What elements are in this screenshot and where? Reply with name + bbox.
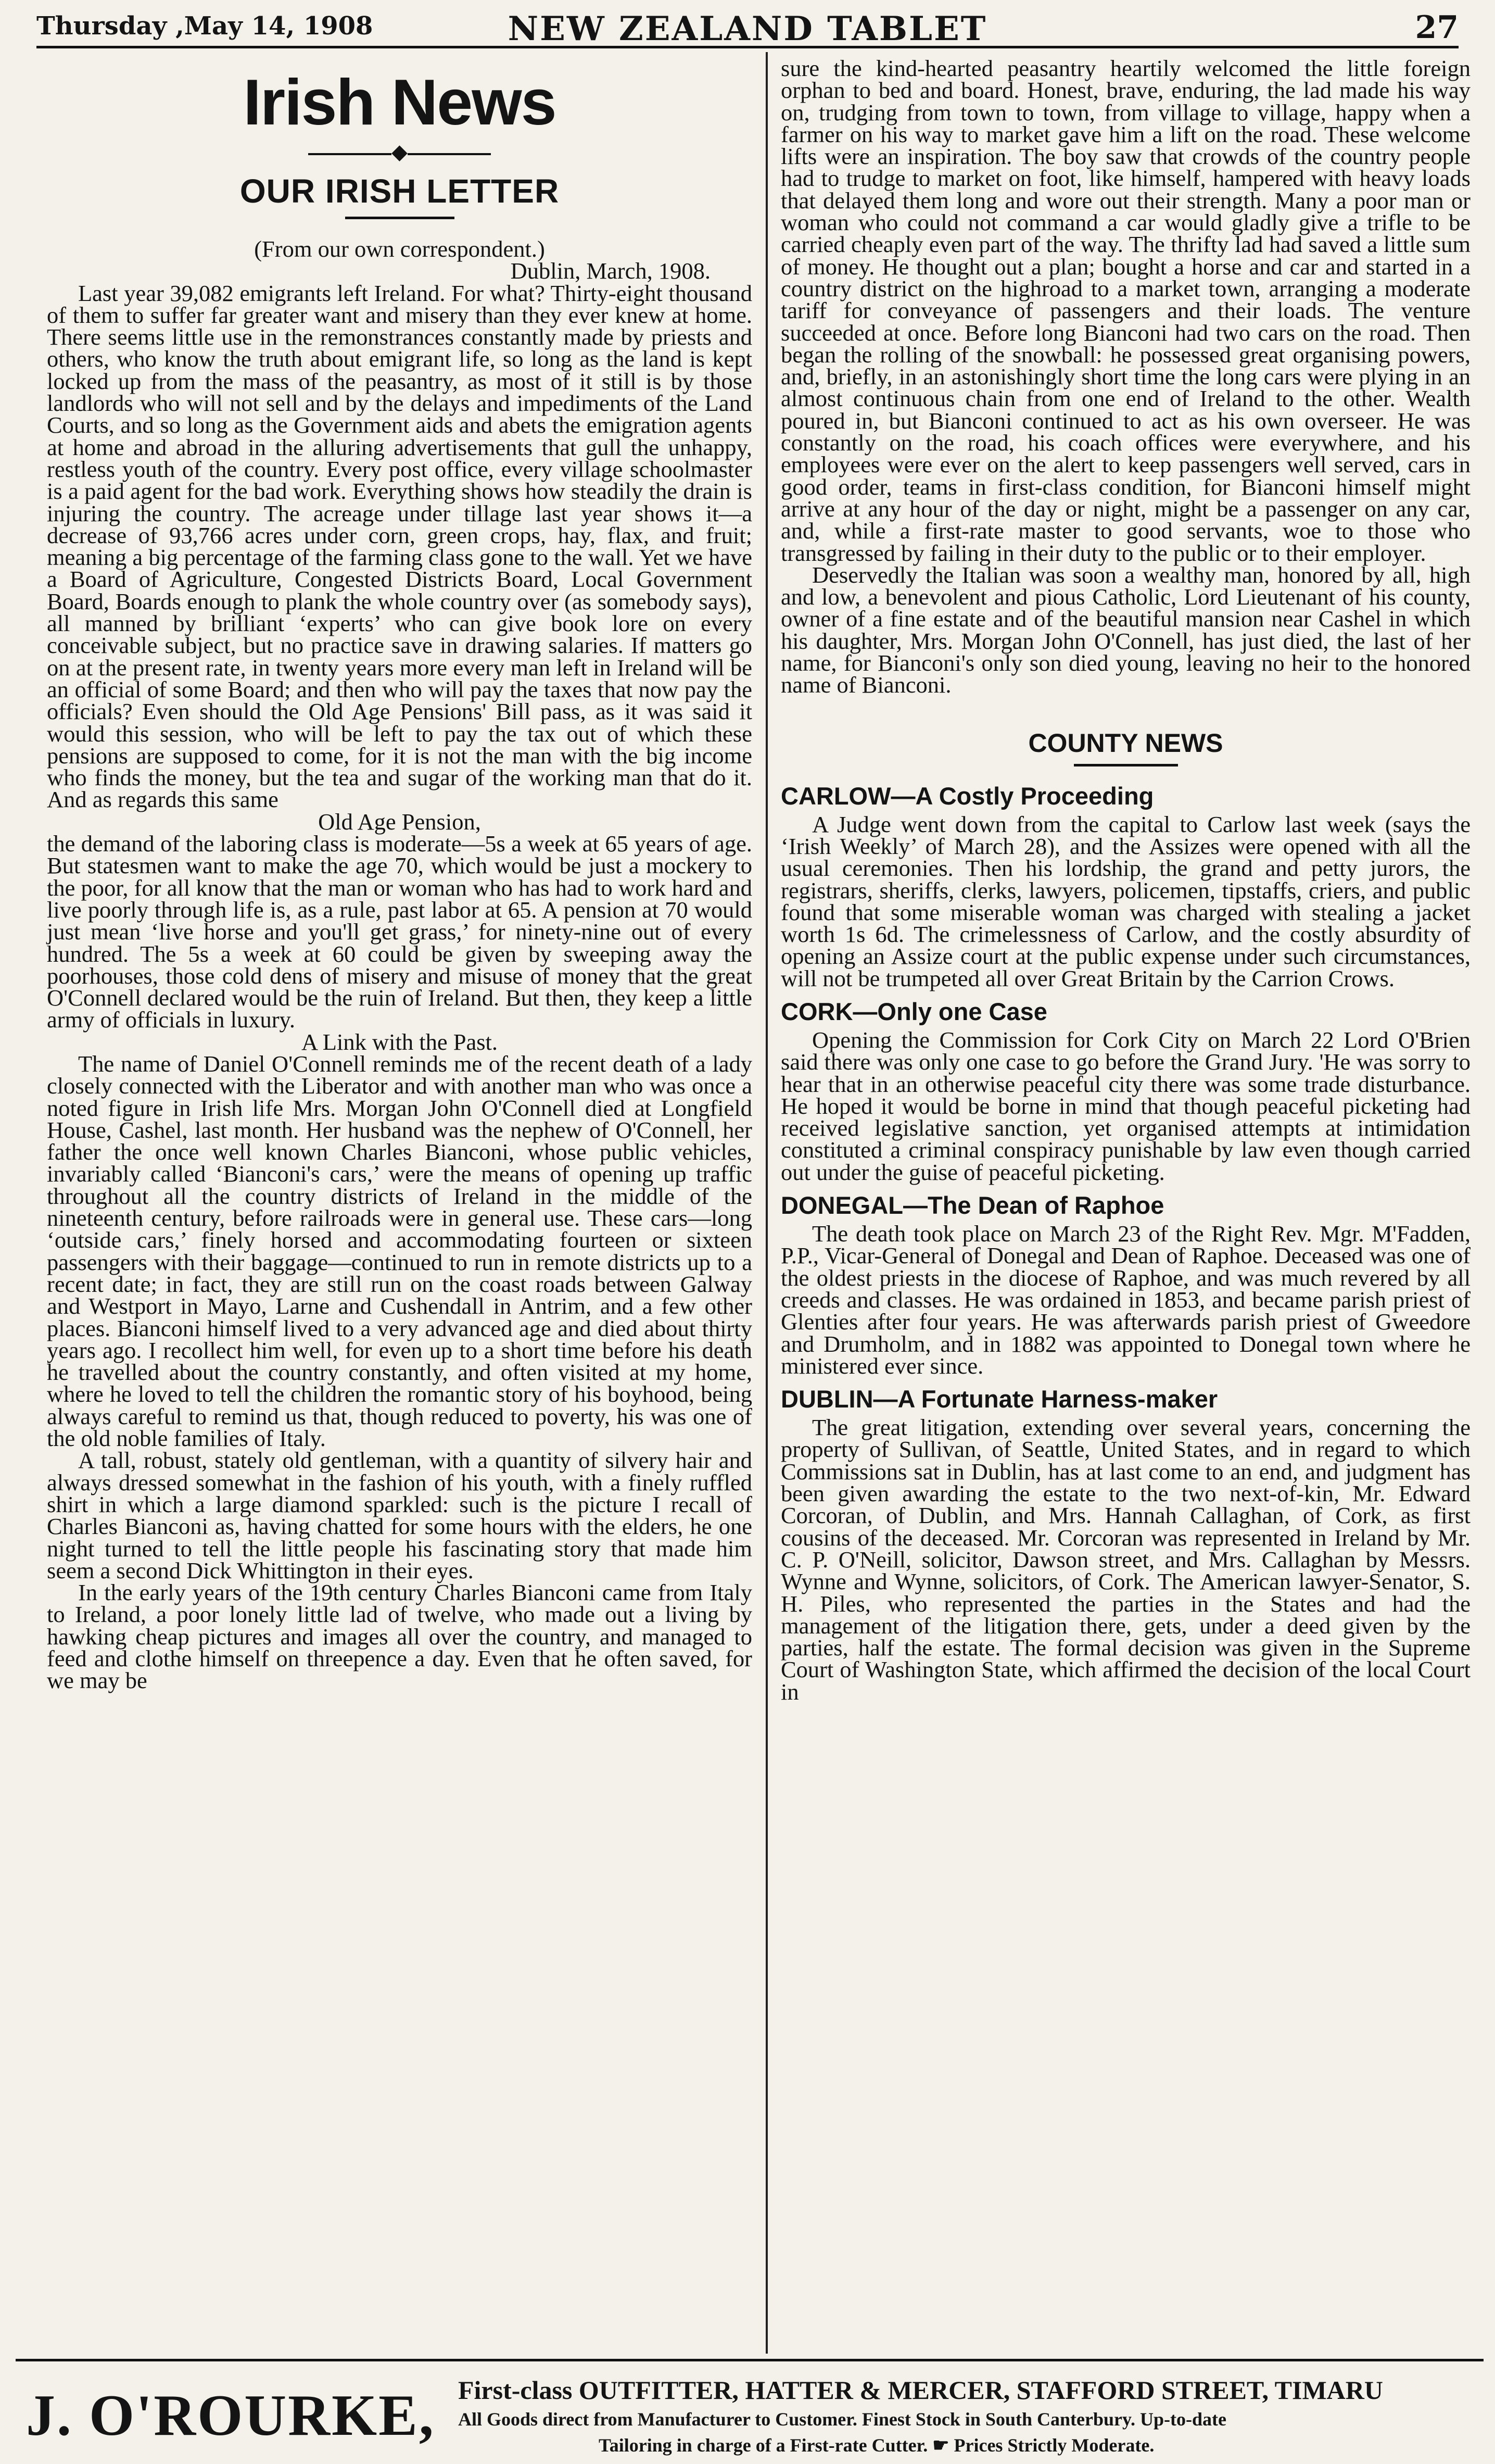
byline: (From our own correspondent.) bbox=[254, 236, 545, 262]
subheading: Old Age Pension, bbox=[318, 808, 481, 835]
page-header bbox=[36, 9, 1459, 48]
ad-line-3: Tailoring in charge of a First-rate Cutter. ☛ Prices Strictly Moderate. bbox=[599, 2435, 1155, 2456]
paragraph: The name of Daniel O'Connell reminds me of the recent death of a lady closely connected with the Liberator and with another man who was once a noted figure in Irish life Mrs. Morgan John O'Connell died at Longfield House, Cashel, last month. Her husband was the nephew of O'Connell, her father the once well known Charles Bianconi, whose public vehicles, invariably called ‘Bianconi's cars,’ were the means of opening up traffic throughout all the country districts of Ireland in the middle of the nineteenth century, before railroads were in general use. These cars—long ‘outside cars,’ finely horsed and accommodating fourteen or sixteen passengers with their baggage—continued to run in remote districts up to a recent date; in fact, they are still run on the coast roads between Galway and Westport in Mayo, Larne and Cushendall in Antrim, and a few other places. Bianconi himself lived to a very advanced age and died about thirty years ago. I recollect him well, for even up to a short time before his death he travelled about the country constantly, and often visited at my home, where he loved to tell the children the romantic story of his boyhood, being always careful to remind us that, though reduced to poverty, his was one of the old noble families of Italy. bbox=[47, 1050, 752, 1452]
paragraph: In the early years of the 19th century Charles Bianconi came from Italy to Ireland, a poor lonely little lad of twelve, who made out a living by hawking cheap pictures and images all over the country, and managed to feed and clothe himself on threepence a day. Even that he often saved, for we may be bbox=[47, 1579, 752, 1694]
paragraph: Last year 39,082 emigrants left Ireland. For what? Thirty-eight thousand of them to suffer far greater want and misery than they ever knew at home. There seems little use in the remonstrances constantly made by priests and others, who know the truth about emigrant life, so long as the land is kept locked up from the mass of the peasantry, as most of it still is by those landlords who will not sell and by the delays and impediments of the Land Courts, and so long as the Government aids and abets the emigration agents at home and abroad in the alluring advertisements that gull the unhappy, restless youth of the country. Every post office, every village schoolmaster is a paid agent for the bad work. Everything shows how steadily the drain is injuring the country. The acreage under tillage last year shows it—a decrease of 93,766 acres under corn, green crops, hay, flax, and fruit; meaning a big percentage of the farming class gone to the wall. Yet we have a Board of Agriculture, Congested Districts Board, Local Government Board, Boards enough to plank the whole country over (as somebody says), all manned by brilliant ‘experts’ who can give book lore on every conceivable subject, but no practice save in drawing salaries. If matters go on at the present rate, in twenty years more every man left in Ireland will be an official of some Board; and then who will pay the taxes that now pay the officials? Even should the Old Age Pensions' Bill pass, as it was said it would this session, who will be left to pay the tax out of which these pensions are supposed to come, for it is not the man with the big income who finds the money, but the tea and sugar of the working man that do it. And as regards this same bbox=[47, 280, 752, 813]
article-title: OUR IRISH LETTER bbox=[239, 172, 560, 210]
page-number: 27 bbox=[1415, 9, 1459, 46]
column-divider bbox=[766, 52, 768, 2354]
paragraph: sure the kind-hearted peasantry heartily welcomed the little foreign orphan to bed and board. Honest, brave, enduring, the lad made his way on, trudging from town to town, from village to village, happy when a farmer on his way to market gave him a lift on the road. These welcome lifts were an inspiration. The boy saw that crowds of the country people had to trudge to market on foot, like himself, hampered with heavy loads that delayed them long and wore out their strength. Many a poor man or woman who could not command a car would gladly give a trifle to be carried cheaply even part of the way. The thrifty lad had saved a little sum of money. He thought out a plan; bought a horse and car and started in a country district on the highroad to a market town, arranging a moderate tariff for conveyance of passengers and their loads. The venture succeeded at once. Before long Bianconi had two cars on the road. Then began the rolling of the snowball: he possessed great organising powers, and, briefly, in an astonishingly short time the long cars were plying in an almost continuous chain from one end of Ireland to the other. Wealth poured in, but Bianconi continued to act as his own overseer. He was constantly on the road, his coach offices were everywhere, and his employees were ever on the alert to keep passengers well served, cars in good order, teams in first-class condition, for Bianconi himself might arrive at any hour of the day or night, might be a passenger on any car, and, while a first-rate master to good servants, woe to those who transgressed by failing in their duty to the public or to their employer. bbox=[781, 55, 1471, 566]
ad-line-1: First-class OUTFITTER, HATTER & MERCER, STAFFORD STREET, TIMARU bbox=[458, 2375, 1383, 2405]
title-ornament: ◆ bbox=[47, 142, 752, 162]
newspaper-title: NEW ZEALAND TABLET bbox=[508, 9, 987, 48]
paragraph: Deservedly the Italian was soon a wealthy man, honored by all, high and low, a benevolent and pious Catholic, Lord Lieutenant of his county, owner of a fine estate and of the beautiful mansion near Cashel in which his daughter, Mrs. Morgan John O'Connell, has just died, the last of her name, for Bianconi's only son died young, leaving no heir to the honored name of Bianconi. bbox=[781, 561, 1471, 698]
ad-line-2: All Goods direct from Manufacturer to Customer. Finest Stock in South Canterbury. Up-to-date bbox=[458, 2409, 1226, 2430]
right-column bbox=[781, 57, 1471, 1703]
news-heading-cork: CORK—Only one Case bbox=[781, 997, 1047, 1025]
title-rule bbox=[345, 217, 454, 219]
paragraph: The great litigation, extending over several years, concerning the property of Sullivan, of Seattle, United States, and in regard to which Commissions sat in Dublin, has at last come to an end, and judgment has been given awarding the estate to the two next-of-kin, Mr. Edward Corcoran, of Dublin, and Mrs. Hannah Callaghan, of Cork, as first cousins of the deceased. Mr. Corcoran was represented in Ireland by Mr. C. P. O'Neill, solicitor, Dawson street, and Mrs. Callaghan by Messrs. Wynne and Wynne, solicitors, of Cork. The American lawyer-Senator, S. H. Piles, who represented the parties in the States and had the management of the litigation there, gets, under a deed given by the parties, half the estate. The formal decision was given in the Supreme Court of Washington State, which affirmed the decision of the local Court in bbox=[781, 1414, 1471, 1705]
advertisement-footer bbox=[16, 2359, 1484, 2460]
news-heading-donegal: DONEGAL—The Dean of Raphoe bbox=[781, 1191, 1164, 1220]
left-column bbox=[47, 57, 752, 1692]
paragraph: Opening the Commission for Cork City on March 22 Lord O'Brien said there was only one case to go before the Grand Jury. 'He was sorry to hear that in an otherwise peaceful city there was some trade disturbance. He hoped it would be borne in mind that though peaceful picketing had received legislative sanction, yet organised attempts at intimidation constituted a criminal conspiracy punishable by law even though carried out under the guise of peaceful picketing. bbox=[781, 1026, 1471, 1185]
paragraph: The death took place on March 23 of the Right Rev. Mgr. M'Fadden, P.P., Vicar-General of Donegal and Dean of Raphoe. Deceased was one of the oldest priests in the diocese of Raphoe, and was much revered by all creeds and classes. He was ordained in 1853, and became parish priest of Glenties after four years. He was afterwards parish priest of Gweedore and Drumholm, and in 1882 was appointed to Donegal town where he ministered ever since. bbox=[781, 1221, 1471, 1379]
paragraph: A Judge went down from the capital to Carlow last week (says the ‘Irish Weekly’ of March 28), and the Assizes were opened with all the usual ceremonies. Then his lordship, the grand and petty jurors, the registrars, sheriffs, clerks, lawyers, policemen, tipstaffs, criers, and public found that some miserable woman was charged with stealing a jacket worth 1s 6d. The crimelessness of Carlow, and the costly absurdity of opening an Assize court at the public expense under such circumstances, will not be trumpeted all over Great Britain by the Carrion Crows. bbox=[781, 811, 1471, 991]
subheading: A Link with the Past. bbox=[301, 1028, 498, 1055]
news-heading-carlow: CARLOW—A Costly Proceeding bbox=[781, 782, 1154, 810]
paragraph: A tall, robust, stately old gentleman, with a quantity of silvery hair and always dressed somewhat in the fashion of his youth, with a finely ruffled shirt in which a large diamond sparkled: such is the picture I recall of Charles Bianconi as, having chatted for some hours with the elders, he one night turned to tell the little people his fascinating story that made him seem a second Dick Whittington in their eyes. bbox=[47, 1447, 752, 1583]
dateline: Dublin, March, 1908. bbox=[510, 258, 711, 284]
news-heading-dublin: DUBLIN—A Fortunate Harness-maker bbox=[781, 1385, 1218, 1413]
advertiser-name: J. O'ROURKE, bbox=[26, 2383, 435, 2448]
paragraph: the demand of the laboring class is moderate—5s a week at 65 years of age. But statesmen want to make the age 70, which would be just a mockery to the poor, for all know that the man or woman who has had to work hard and live poorly through life is, as a rule, past labor at 65. A pension at 70 would just mean ‘live horse and you'll get grass,’ for ninety-nine out of every hundred. The 5s a week at 60 could be given by sweeping away the poorhouses, those cold dens of misery and misuse of money that the great O'Connell declared would be the ruin of Ireland. But then, they keep a little army of officials in luxury. bbox=[47, 831, 752, 1033]
issue-date: Thursday ,May 14, 1908 bbox=[36, 11, 373, 41]
section-title: Irish News bbox=[243, 67, 556, 139]
heading-rule bbox=[1074, 764, 1178, 766]
county-news-heading: COUNTY NEWS bbox=[1028, 728, 1223, 758]
